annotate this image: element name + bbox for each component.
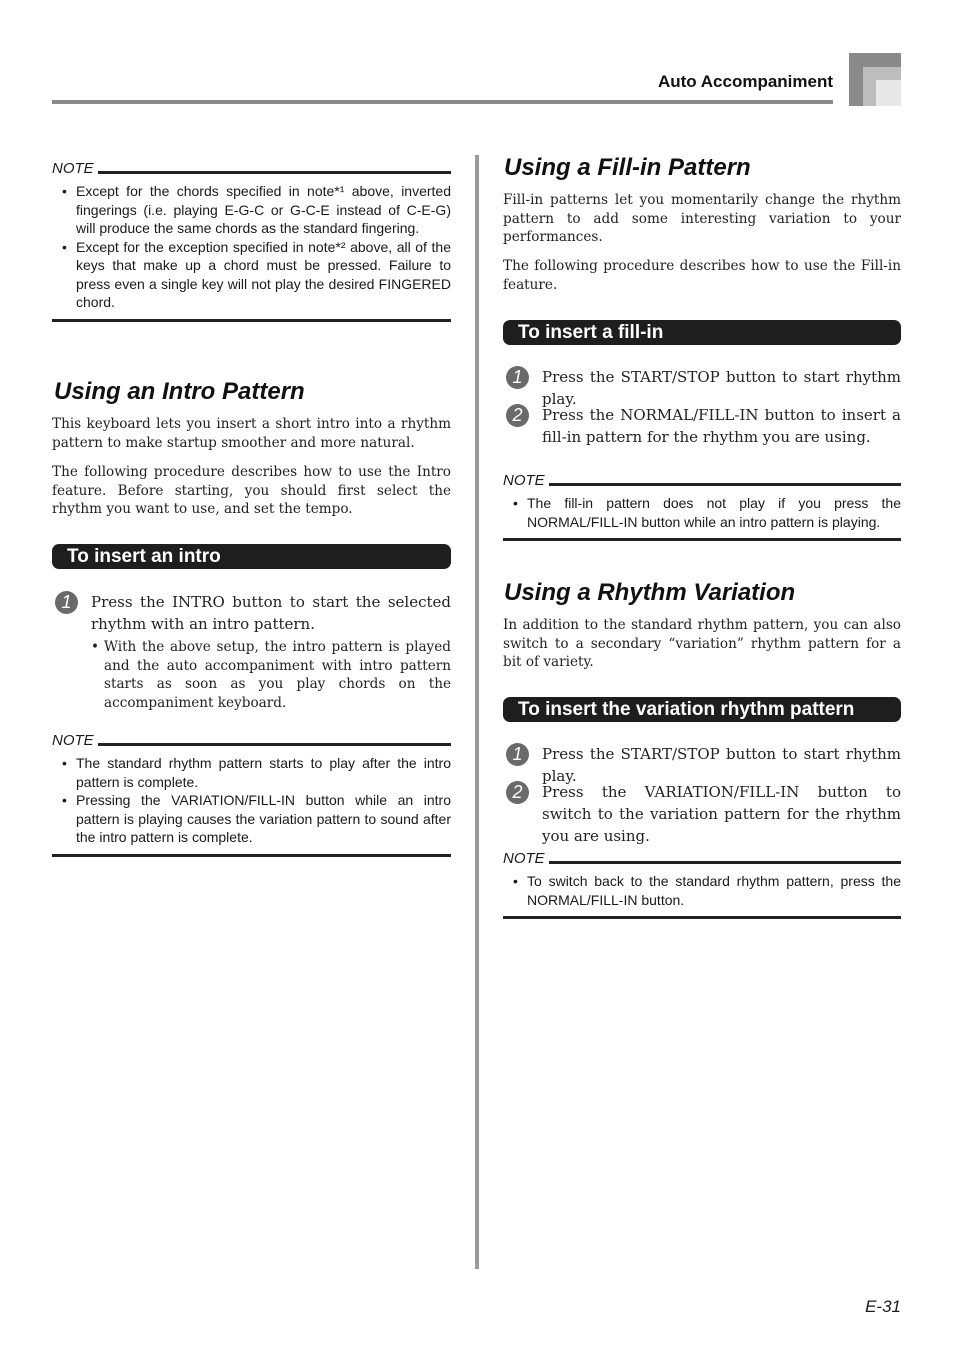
- note-top-rule: [98, 743, 451, 746]
- step-text: Press the NORMAL/FILL-IN button to insert a fill-in pattern for the rhythm you are using.: [542, 406, 901, 446]
- note-top-rule: [549, 861, 901, 864]
- note-bottom-rule: [52, 319, 451, 322]
- note-item: • To switch back to the standard rhythm pattern, press the NORMAL/FILL-IN button.: [503, 872, 901, 909]
- step-text: Press the VARIATION/FILL-IN button to switch to the variation pattern for the rhythm you are using.: [542, 783, 901, 845]
- heading-insert-fillin: To insert a fill-in: [503, 320, 901, 345]
- section-title-intro: Using an Intro Pattern: [54, 378, 305, 405]
- intro-step-1: [55, 591, 451, 712]
- note-bottom-rule: [503, 538, 901, 541]
- note-bottom-rule: [52, 854, 451, 857]
- step-text: Press the INTRO button to start the selected rhythm with an intro pattern.: [91, 593, 451, 633]
- column-divider: [475, 155, 479, 1269]
- step-sub-bullet: • With the above setup, the intro pattern is played and the auto accompaniment with intro pattern starts as soon as you play chords on the accompaniment keyboard.: [91, 638, 451, 712]
- note-label: NOTE: [503, 472, 545, 489]
- note-item: • Pressing the VARIATION/FILL-IN button while an intro pattern is playing causes the variation pattern to sound after the intro pattern is complete.: [52, 791, 451, 847]
- step-number-badge: 2: [506, 404, 529, 427]
- page-number: E-31: [865, 1297, 901, 1316]
- section-title-fillin: Using a Fill-in Pattern: [504, 154, 751, 181]
- step-text: Press the START/STOP button to start rhythm play.: [542, 745, 901, 785]
- step-number-badge: 1: [55, 591, 78, 614]
- fillin-paragraph-2: The following procedure describes how to use the Fill-in feature.: [503, 258, 901, 293]
- note-variation: [503, 846, 901, 919]
- intro-paragraph-1: This keyboard lets you insert a short intro into a rhythm pattern to make startup smoother and more natural.: [52, 416, 451, 451]
- note-item: • The standard rhythm pattern starts to play after the intro pattern is complete.: [52, 754, 451, 791]
- note-fillin: [503, 468, 901, 541]
- step-number-badge: 1: [506, 366, 529, 389]
- heading-insert-variation: To insert the variation rhythm pattern: [503, 697, 901, 722]
- note-bottom-rule: [503, 916, 901, 919]
- note-label: NOTE: [52, 160, 94, 177]
- header-title: Auto Accompaniment: [657, 72, 833, 91]
- note-item: • The fill-in pattern does not play if you press the NORMAL/FILL-IN button while an intro pattern is playing.: [503, 494, 901, 531]
- note-item: • Except for the exception specified in note*² above, all of the keys that make up a chord must be pressed. Failure to press even a single key will not play the desired FINGERED chord.: [52, 238, 451, 312]
- step-text: Press the START/STOP button to start rhythm play.: [542, 368, 901, 408]
- note-top-rule: [549, 483, 901, 486]
- step-number-badge: 1: [506, 743, 529, 766]
- header-rule: [52, 100, 833, 104]
- header-tab-inner: [876, 80, 901, 106]
- note-label: NOTE: [503, 850, 545, 867]
- intro-paragraph-2: The following procedure describes how to use the Intro feature. Before starting, you should first select the rhythm you want to use, and set the tempo.: [52, 464, 451, 517]
- fillin-paragraph-1: Fill-in patterns let you momentarily change the rhythm pattern to add some interesting variation to your performances.: [503, 192, 901, 245]
- note-label: NOTE: [52, 732, 94, 749]
- note-intro: [52, 728, 451, 857]
- fillin-step-2: [506, 404, 901, 448]
- note-chords: [52, 156, 451, 322]
- variation-paragraph-1: In addition to the standard rhythm pattern, you can also switch to a secondary “variation” rhythm pattern for a bit of variety.: [503, 617, 901, 670]
- heading-insert-intro: To insert an intro: [52, 544, 451, 569]
- section-title-variation: Using a Rhythm Variation: [504, 579, 796, 606]
- step-number-badge: 2: [506, 781, 529, 804]
- note-top-rule: [98, 171, 451, 174]
- note-item: • Except for the chords specified in note*¹ above, inverted fingerings (i.e. playing E-G-C or G-C-E instead of C-E-G) will produce the same chords as the standard fingering.: [52, 182, 451, 238]
- variation-step-2: [506, 781, 901, 847]
